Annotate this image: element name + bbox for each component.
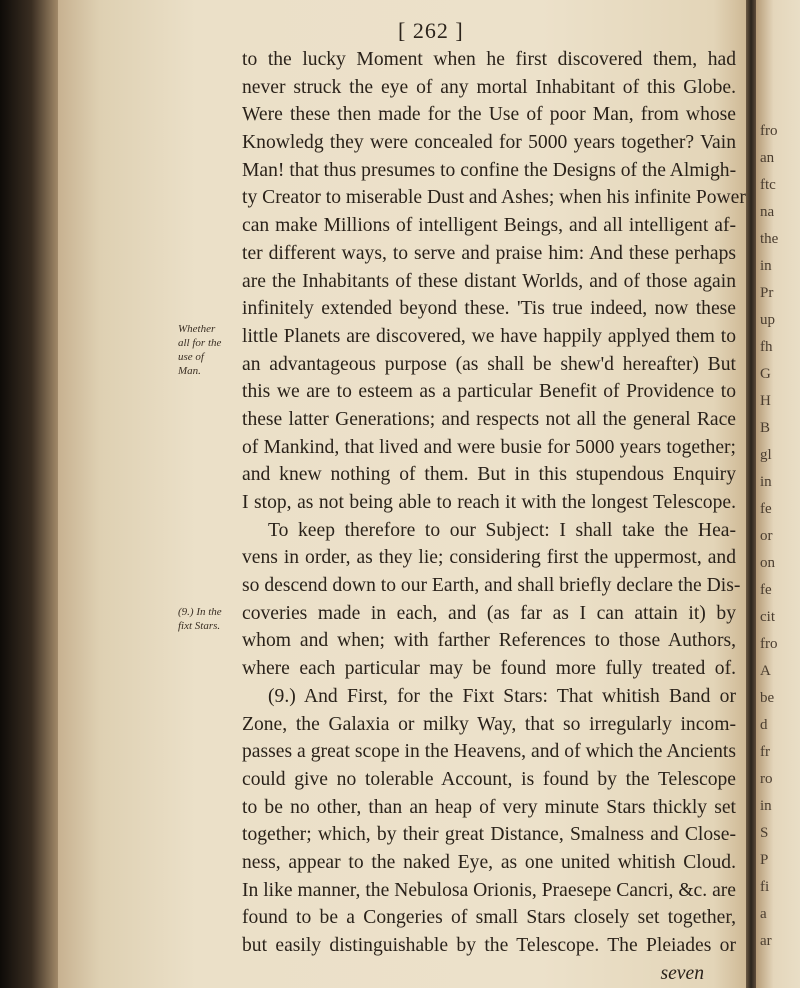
facing-page-fragment: a xyxy=(760,906,767,922)
facing-page-fragment: fe xyxy=(760,501,772,517)
facing-page-fragment: in xyxy=(760,258,772,274)
margin-note-line: all for the xyxy=(178,337,222,349)
text-line: where each particular may be found more fully treated of. xyxy=(242,658,736,680)
text-line: are the Inhabitants of these distant Worlds, and of those again xyxy=(242,270,736,292)
page-number: [ 262 ] xyxy=(398,18,464,43)
facing-page-fragment: on xyxy=(760,555,775,571)
text-line: To keep therefore to our Subject: I shall take the Hea- xyxy=(268,519,736,541)
facing-page-fragment: S xyxy=(760,825,769,841)
margin-note-line: Whether xyxy=(178,323,216,335)
facing-page-fragment: an xyxy=(760,150,775,166)
facing-page-fragment: in xyxy=(760,798,772,814)
margin-note-whether xyxy=(178,322,240,378)
facing-page-fragment: fr xyxy=(760,744,770,760)
text-line: ty Creator to miserable Dust and Ashes; when his infinite Power xyxy=(242,187,746,209)
facing-page-fragment: cit xyxy=(760,609,775,625)
facing-page-edge xyxy=(756,0,800,988)
text-line: Zone, the Galaxia or milky Way, that so irregularly incom- xyxy=(242,713,736,735)
margin-note-line: fixt Stars. xyxy=(178,620,221,632)
facing-page-fragment: fro xyxy=(760,636,778,652)
facing-page-fragment: or xyxy=(760,528,773,544)
facing-page-fragment: in xyxy=(760,474,772,490)
text-line: so descend down to our Earth, and shall briefly declare the Dis- xyxy=(242,575,741,597)
text-line: vens in order, as they lie; considering first the uppermost, and xyxy=(242,547,736,569)
facing-page-fragment: d xyxy=(760,717,768,733)
page-body-text xyxy=(242,46,746,987)
facing-page-fragment: fh xyxy=(760,339,773,355)
facing-page-fragment: fro xyxy=(760,123,778,139)
text-line: could give no tolerable Account, is found by the Telescope xyxy=(242,768,736,790)
facing-page-fragment: fi xyxy=(760,879,770,895)
text-line: little Planets are discovered, we have happily applyed them to xyxy=(242,325,736,347)
facing-page-fragment: ro xyxy=(760,771,773,787)
facing-page-fragment: ar xyxy=(760,933,772,949)
facing-page-fragment: Pr xyxy=(760,285,774,301)
facing-page-fragment: B xyxy=(760,420,771,436)
facing-page-fragment: A xyxy=(760,663,771,679)
text-line: can make Millions of intelligent Beings, and all intelligent af- xyxy=(242,215,736,237)
book-gutter xyxy=(746,0,756,988)
text-line: coveries made in each, and (as far as I can attain it) by xyxy=(242,602,736,624)
text-line: ness, appear to the naked Eye, as one united whitish Cloud. xyxy=(242,851,736,873)
text-line: In like manner, the Nebulosa Orionis, Praesepe Cancri, &c. are xyxy=(242,879,736,901)
text-line: an advantageous purpose (as shall be shew'd hereafter) But xyxy=(242,353,736,375)
facing-page-fragment: na xyxy=(760,204,775,220)
facing-page-fragment: the xyxy=(760,231,779,247)
text-line: Knowledg they were concealed for 5000 years together? Vain xyxy=(242,132,736,154)
catchword: seven xyxy=(660,962,704,984)
text-line: of Mankind, that lived and were busie for 5000 years together; xyxy=(242,436,736,458)
text-line: Were these then made for the Use of poor Man, from whose xyxy=(242,104,736,126)
facing-page-fragment: gl xyxy=(760,447,772,463)
margin-note-line: (9.) In the xyxy=(178,606,222,618)
facing-page-fragment: be xyxy=(760,690,775,706)
text-line: these latter Generations; and respects not all the general Race xyxy=(242,408,736,430)
facing-page-fragment: up xyxy=(760,312,775,328)
margin-note-line: Man. xyxy=(178,365,201,377)
text-line: this we are to esteem as a particular Benefit of Providence to xyxy=(242,381,736,403)
text-line: whom and when; with farther References to those Authors, xyxy=(242,630,736,652)
facing-page-text xyxy=(756,0,800,955)
facing-page-fragment: H xyxy=(760,393,771,409)
text-line: together; which, by their great Distance, Smalness and Close- xyxy=(242,824,736,846)
text-line: never struck the eye of any mortal Inhabitant of this Globe. xyxy=(242,76,736,98)
text-line: passes a great scope in the Heavens, and of which the Ancients xyxy=(242,741,736,763)
margin-note-line: use of xyxy=(178,351,204,363)
facing-page-fragment: P xyxy=(760,852,769,868)
facing-page-fragment: fe xyxy=(760,582,772,598)
facing-page-fragment: ftc xyxy=(760,177,776,193)
text-line: to the lucky Moment when he first discovered them, had xyxy=(242,49,736,70)
facing-page-fragment: G xyxy=(760,366,771,382)
text-line: I stop, as not being able to reach it with the longest Telescope. xyxy=(242,492,736,513)
text-line: to be no other, than an heap of very minute Stars thickly set xyxy=(242,796,736,818)
text-line: (9.) And First, for the Fixt Stars: That whitish Band or xyxy=(268,685,736,707)
text-line: infinitely extended beyond these. 'Tis true indeed, now these xyxy=(242,298,736,320)
text-line: Man! that thus presumes to confine the Designs of the Almigh- xyxy=(242,159,737,181)
text-line: found to be a Congeries of small Stars closely set together, xyxy=(242,907,736,929)
text-line: ter different ways, to serve and praise him: And these perhaps xyxy=(242,242,736,264)
text-line: but easily distinguishable by the Telescope. The Pleiades or xyxy=(242,935,736,956)
text-line: and knew nothing of them. But in this stupendous Enquiry xyxy=(242,464,736,486)
margin-note-fixt-stars xyxy=(178,605,240,633)
